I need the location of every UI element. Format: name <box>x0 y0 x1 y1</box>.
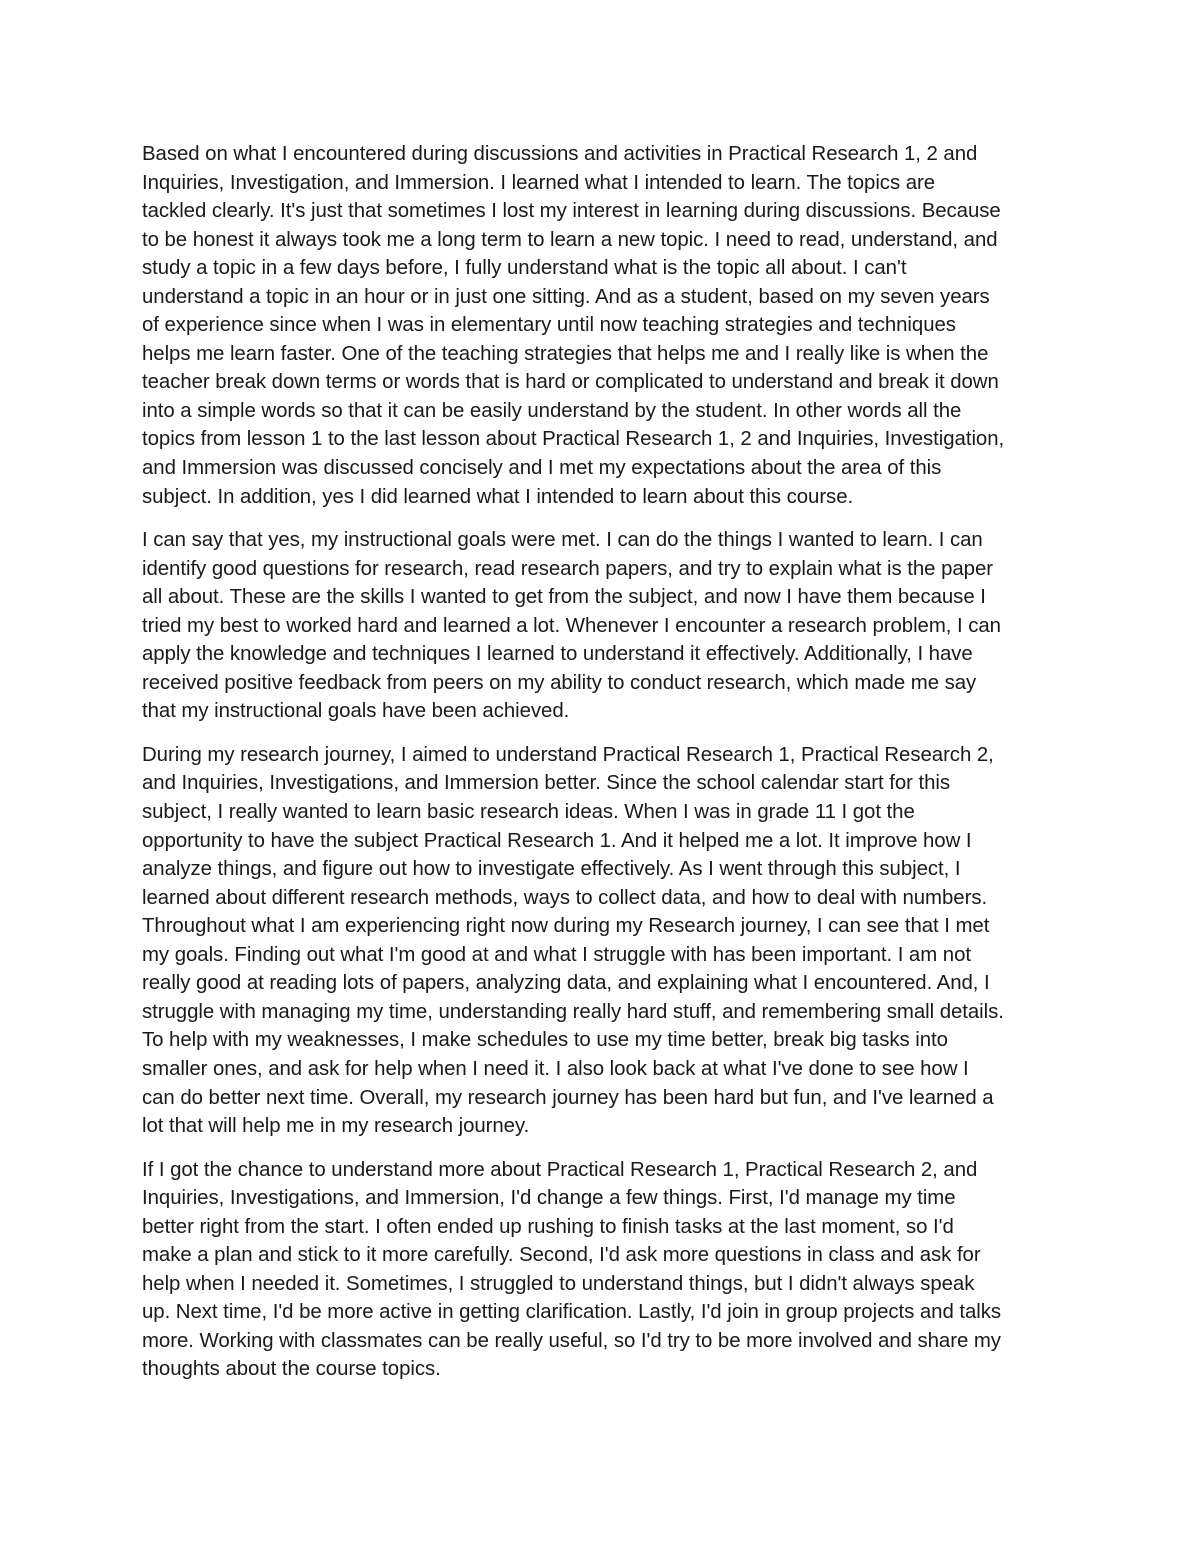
document-body <box>142 140 1062 1399</box>
paragraph-future-changes: If I got the chance to understand more about Practical Research 1, Practical Research 2, and Inquiries, Investigations, and Immersion, I'd change a few things. First, I'd manage my time better right from the start. I often ended up rushing to finish tasks at the last moment, so I'd make a plan and stick to it more carefully. Second, I'd ask more questions in class and ask for help when I needed it. Sometimes, I struggled to understand things, but I didn't always speak up. Next time, I'd be more active in getting clarification. Lastly, I'd join in group projects and talks more. Working with classmates can be really useful, so I'd try to be more involved and share my thoughts about the course topics. <box>142 1158 1002 1381</box>
paragraph-instructional-goals: I can say that yes, my instructional goals were met. I can do the things I wanted to learn. I can identify good questions for research, read research papers, and try to explain what is the paper all about. These are the skills I wanted to get from the subject, and now I have them because I tried my best to worked hard and learned a lot. Whenever I encounter a research problem, I can apply the knowledge and techniques I learned to understand it effectively. Additionally, I have received positive feedback from peers on my ability to conduct research, which made me say that my instructional goals have been achieved. <box>142 529 1001 723</box>
paragraph-reflection-learning: Based on what I encountered during discussions and activities in Practical Research 1, 2 and Inquiries, Investigation, and Immersion. I learned what I intended to learn. The topics are tackled clearly. It's just that sometimes I lost my interest in learning during discussions. Because to be honest it always took me a long term to learn a new topic. I need to read, understand, and study a topic in a few days before, I fully understand what is the topic all about. I can't understand a topic in an hour or in just one sitting. And as a student, based on my seven years of experience since when I was in elementary until now teaching strategies and techniques helps me learn faster. One of the teaching strategies that helps me and I really like is when the teacher break down terms or words that is hard or complicated to understand and break it down into a simple words so that it can be easily understand by the student. In other words all the topics from lesson 1 to the last lesson about Practical Research 1, 2 and Inquiries, Investigation, and Immersion was discussed concisely and I met my expectations about the area of this subject. In addition, yes I did learned what I intended to learn about this course. <box>142 143 1005 508</box>
paragraph-research-journey: During my research journey, I aimed to understand Practical Research 1, Practical Research 2, and Inquiries, Investigations, and Immersion better. Since the school calendar start for this subject, I really wanted to learn basic research ideas. When I was in grade 11 I got the opportunity to have the subject Practical Research 1. And it helped me a lot. It improve how I analyze things, and figure out how to investigate effectively. As I went through this subject, I learned about different research methods, ways to collect data, and how to deal with numbers. Throughout what I am experiencing right now during my Research journey, I can see that I met my goals. Finding out what I'm good at and what I struggle with has been important. I am not really good at reading lots of papers, analyzing data, and explaining what I encountered. And, I struggle with managing my time, understanding really hard stuff, and remembering small details. To help with my weaknesses, I make schedules to use my time better, break big tasks into smaller ones, and ask for help when I need it. I also look back at what I've done to see how I can do better next time. Overall, my research journey has been hard but fun, and I've learned a lot that will help me in my research journey. <box>142 743 1004 1138</box>
